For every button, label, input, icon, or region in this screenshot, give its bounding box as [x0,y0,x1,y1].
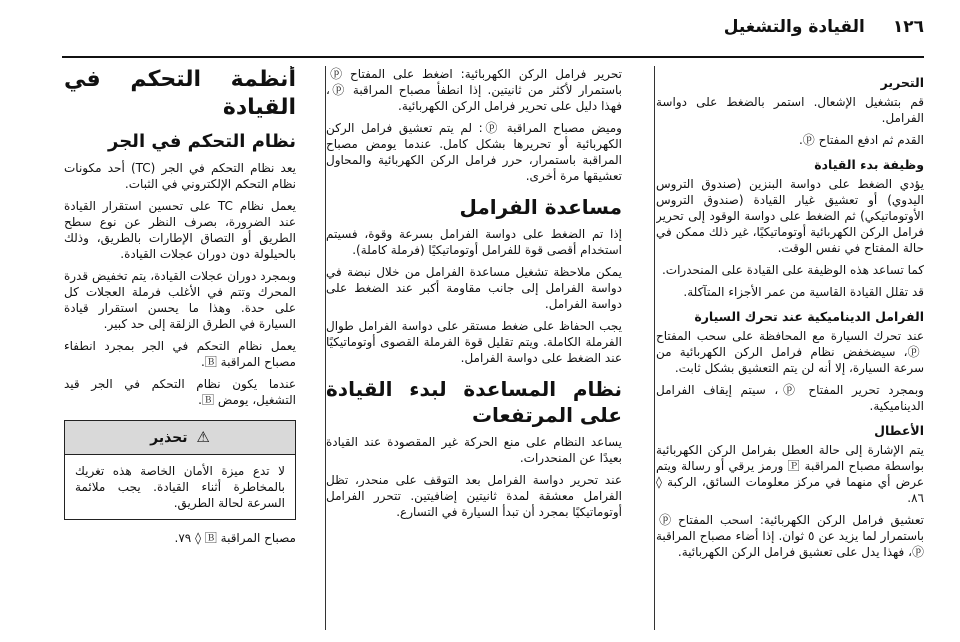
minor-heading: الفرامل الديناميكية عند تحرك السيارة [694,309,924,324]
chapter-title: القيادة والتشغيل [723,17,865,37]
paragraph: يؤدي الضغط على دواسة البنزين (صندوق التروس اليدوي) أو تعشيق غيار القيادة (صندوق التروس الأوتوماتيكي) ثم الضغط على دواسة الوقود إلى تحرير فرامل الركن الكهربائية أوتوماتيكيًا، غير ذلك ممكن في حالة المفتاح في نفس الوقت. [656,177,924,255]
paragraph: وبمجرد دوران عجلات القيادة، يتم تخفيض قدرة المحرك وتتم في الأغلب فرملة العجلات كل على حدة. وهذا ما يحسن استقرار قيادة السيارة في الطرق الزلقة إلى حد كبير. [64,269,296,331]
paragraph: القدم ثم ادفع المفتاح ⓟ. [798,133,924,147]
minor-heading: الأعطال [874,423,924,438]
minor-heading: التحرير [880,75,924,90]
paragraph: كما تساعد هذه الوظيفة على القيادة على المنحدرات. [661,263,924,277]
page-header [62,14,924,40]
paragraph: عند تحرك السيارة مع المحافظة على سحب المفتاح ⓟ، سيضخفض نظام فرامل الركن الكهربائية من سرعة السيارة، إلا أنه لن يتم التعشيق بشكل ثابت. [656,329,924,375]
paragraph: يتم الإشارة إلى حالة العطل بفرامل الركن الكهربائية بواسطة مصباح المراقبة 🄿 ورمز يرقي أو رسالة ويتم عرض أي منهما في مركز معلومات السائق، الركبة ◊ ٨٦. [656,443,924,505]
column-left [64,66,296,634]
paragraph: عندما يكون نظام التحكم في الجر قيد التشغيل، يومض 🄱. [64,377,296,407]
section-title: أنظمة التحكم في القيادة [64,67,296,120]
paragraph: يعمل نظام التحكم في الجر بمجرد انطفاء مصباح المراقبة 🄱. [64,339,296,369]
minor-heading: وظيفة بدء القيادة [814,157,924,172]
reference-line: مصباح المراقبة 🄱 ◊ ٧٩. [174,531,296,545]
paragraph: يمكن ملاحظة تشغيل مساعدة الفرامل من خلال نبضة في دواسة الفرامل إلى جانب مقاومة أكبر عند الضغط على دواسة الفرامل. [326,265,622,311]
page-number: ١٢٦ [892,17,924,37]
column-middle [326,66,622,634]
section-subtitle: نظام التحكم في الجر [108,131,296,152]
paragraph: إذا تم الضغط على دواسة الفرامل بسرعة وقوة، فسيتم استخدام أقصى قوة للفرامل أوتوماتيكيًا (فرملة كاملة). [326,227,622,257]
paragraph: تعشيق فرامل الركن الكهربائية: اسحب المفتاح ⓟ باستمرار لما يزيد عن ٥ ثوان. إذا أضاء مصباح المراقبة ⓟ، فهذا يدل على تعشيق فرامل الركن الكهربائية. [656,513,924,559]
warning-title: تحذير [150,430,188,446]
paragraph: وميض مصباح المراقبة ⓟ: لم يتم تعشيق فرامل الركن الكهربائية أو تحريرها بشكل كامل. عندما يومض مصباح المراقبة باستمرار، حرر فرامل الركن الكهربائية والمحاول تعشيقها مرة أخرى. [326,121,622,183]
paragraph: عند تحرير دواسة الفرامل بعد التوقف على منحدر، تظل الفرامل معشقة لمدة ثانيتين إضافيتين. تتحرر الفرامل أوتوماتيكيًا بمجرد أن تبدأ السيارة في التسارع. [326,473,622,519]
paragraph: يعد نظام التحكم في الجر (TC) أحد مكونات نظام التحكم الإلكتروني في الثبات. [64,161,296,191]
paragraph: يعمل نظام TC على تحسين استقرار القيادة عند الضرورة، بصرف النظر عن نوع سطح الطريق أو التصاق الإطارات بالطريق، وذلك بالحيلولة دون دوران عجلات القيادة. [64,199,296,261]
column-right [656,66,924,634]
section-heading: نظام المساعدة لبدء القيادة على المرتفعات [326,377,622,427]
warning-text: لا تدع ميزة الأمان الخاصة هذه تغريك بالمخاطرة أثناء القيادة. يجب ملائمة السرعة لحالة الطريق. [75,464,285,510]
warning-triangle-icon: ⚠ [196,428,210,446]
warning-box [64,420,296,520]
paragraph: قد تقلل القيادة القاسية من عمر الأجزاء المتآكلة. [683,285,924,299]
paragraph: تحرير فرامل الركن الكهربائية: اضغط على المفتاح ⓟ باستمرار لأكثر من ثانيتين. إذا انطفأ مصباح المراقبة ⓟ، فهذا دليل على تحرير فرامل الركن الكهربائية. [326,67,622,113]
paragraph: قم بتشغيل الإشعال. استمر بالضغط على دواسة الفرامل. [656,95,924,125]
warning-header [65,421,295,455]
paragraph: وبمجرد تحرير المفتاح ⓟ، سيتم إيقاف الفرامل الديناميكية. [656,383,924,413]
column-divider [654,66,655,630]
section-heading: مساعدة الفرامل [459,195,622,219]
paragraph: يجب الحفاظ على ضغط مستقر على دواسة الفرامل طوال الفرملة الكاملة. ويتم تقليل قوة الفرملة القصوى أوتوماتيكيًا عند الضغط على دواسة الفرامل. [326,319,622,365]
header-rule [62,56,924,58]
paragraph: يساعد النظام على منع الحركة غير المقصودة عند القيادة بعيدًا عن المنحدرات. [326,435,622,465]
